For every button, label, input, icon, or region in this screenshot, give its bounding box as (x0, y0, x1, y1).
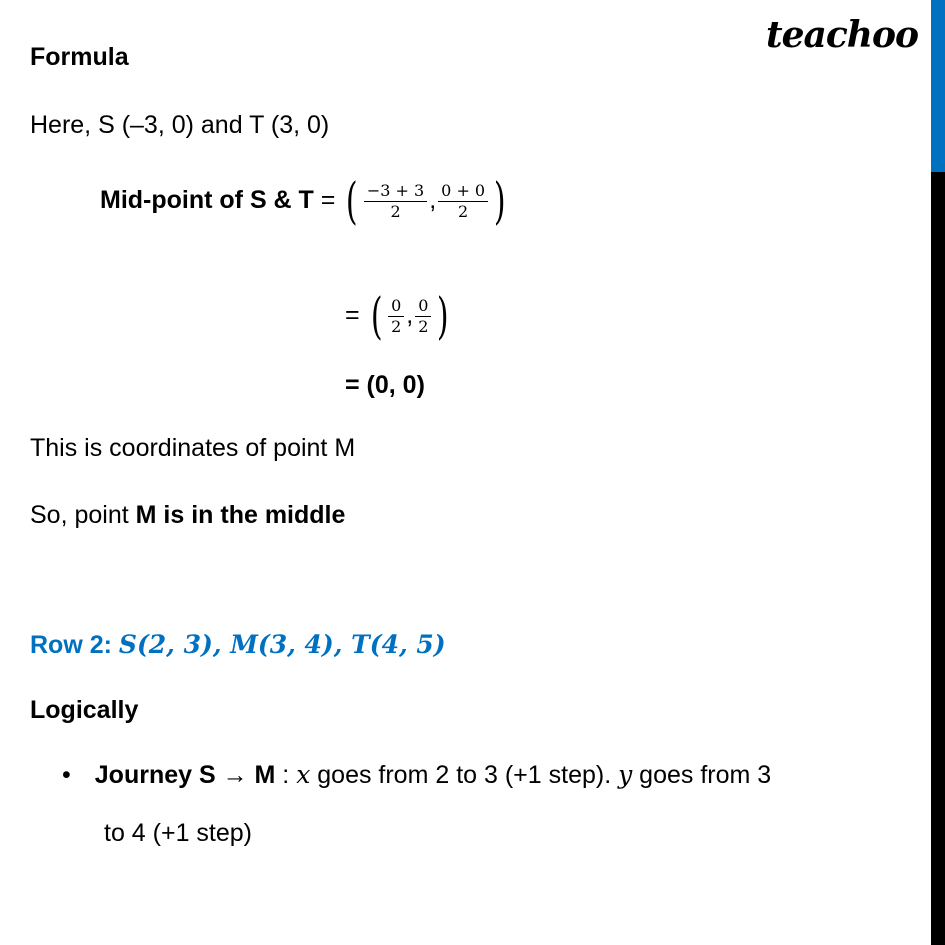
conclusion: So, point M is in the middle (30, 501, 346, 529)
heading: Formula (30, 43, 129, 71)
bullet-continuation: to 4 (+1 step) (104, 819, 252, 847)
bullet-item: • Journey S → M : x goes from 2 to 3 (+1 step). y goes from 3 (62, 760, 772, 789)
scrollbar-thumb[interactable] (931, 0, 945, 172)
coord-text: This is coordinates of point M (30, 434, 356, 462)
equals: = (320, 186, 336, 214)
midpoint-step: = ( $\frac{0}{2}$ , $\frac{0}{2}$ ) (345, 287, 450, 346)
logically-heading: Logically (30, 696, 139, 724)
row2-heading: Row 2: S(2, 3), M(3, 4), T(4, 5) (30, 630, 446, 659)
teachoo-logo: teachoo (766, 14, 918, 56)
fraction-y: $\frac{0}{2}$ (415, 296, 431, 337)
scrollbar-track[interactable] (931, 172, 945, 945)
midpoint-formula: Mid-point of S & T = ( $\frac{-3 + 3}{2}$ , $\frac{0 + 0}{2}$ ) (100, 172, 506, 231)
midpoint-label: Mid-point of S & T (100, 186, 314, 214)
midpoint-result: = (0, 0) (345, 371, 425, 399)
fraction-y: $\frac{0 + 0}{2}$ (438, 181, 488, 222)
fraction-x: $\frac{0}{2}$ (388, 296, 404, 337)
fraction-x: $\frac{-3 + 3}{2}$ (364, 181, 427, 222)
given-points: Here, S (–3, 0) and T (3, 0) (30, 111, 330, 139)
